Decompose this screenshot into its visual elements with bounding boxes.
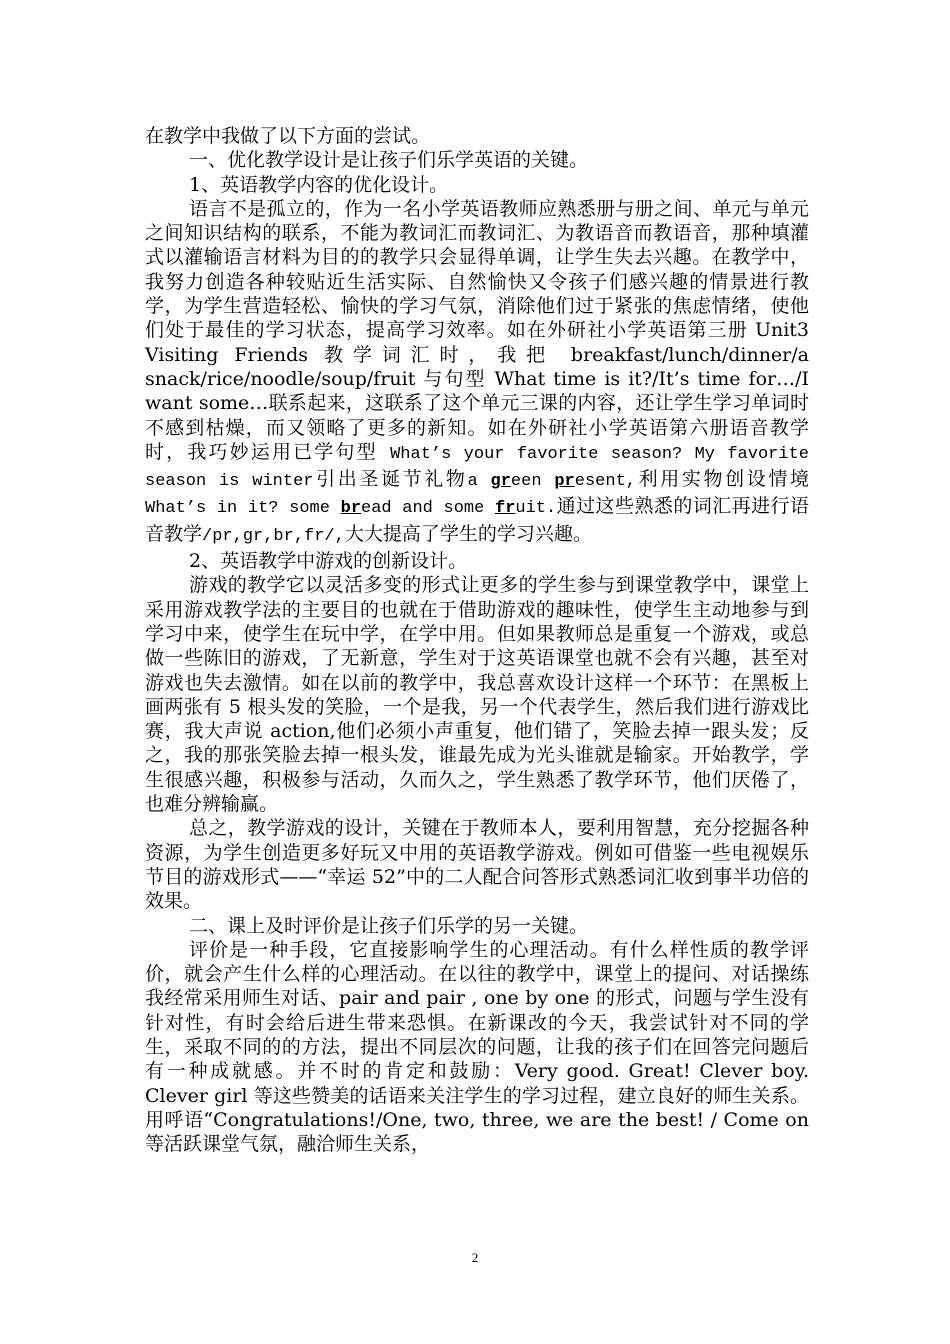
heading-subsection-2: 2、英语教学中游戏的创新设计。 xyxy=(189,550,468,573)
heading-section-2: 二、课上及时评价是让孩子们乐学的另一关键。 xyxy=(189,914,589,937)
example-text: a xyxy=(467,472,491,492)
example-sentence-season: What’s your favorite season? My favorite season is winter xyxy=(145,444,809,492)
underlined-phoneme-fr: fr xyxy=(495,499,516,519)
paragraph-content-design-text-2: 引出圣诞节礼物 xyxy=(313,468,468,491)
paragraph-content-design-text-5: 大大提高了学生的学习兴趣。 xyxy=(344,522,592,545)
paragraph-content-design-text: 语言不是孤立的，作为一名小学英语教师应熟悉册与册之间、单元与单元之间知识结构的联系，不能为教词汇而教词汇、为教语音而教语音，那种填灌式以灌输语言材料为目的的教学只会显得单调，让学生失去兴趣。在教学中，我努力创造各种较贴近生活实际、自然愉快又令孩子们感兴趣的情景进行教学，为学生营造轻松、愉快的学习气氛，消除他们过于紧张的焦虑情绪，使他们处于最佳的学习状态，提高学习效率。如在外研社小学英语第三册 Unit3 Visiting Friends 教学词汇时，我把 breakfast/lunch/dinner/a snack/rice/noodle/soup/fruit 与句型 What time is it?/It’s time for…/I want some…联系起来，这联系了这个单元三课的内容，还让学生学习单词时不感到枯燥，而又领略了更多的新知。如在外研社小学英语第六册语音教学时，我巧妙运用已学句型 xyxy=(145,197,809,463)
body-text xyxy=(145,124,809,1156)
heading-subsection-1: 1、英语教学内容的优化设计。 xyxy=(189,173,449,196)
paragraph-intro: 在教学中我做了以下方面的尝试。 xyxy=(145,125,431,147)
example-text: uit. xyxy=(515,499,557,519)
example-text: ead and some xyxy=(361,499,495,519)
example-text: esent, xyxy=(574,472,636,492)
paragraph-summary: 总之，教学游戏的设计，关键在于教师本人，要利用智慧，充分挖掘各种资源，为学生创造更多好玩又中用的英语教学游戏。例如可借鉴一些电视娱乐节目的游戏形式——“幸运 52”中的二人配合问答形式熟悉词汇收到事半功倍的效果。 xyxy=(145,817,809,913)
underlined-phoneme-pr: pr xyxy=(554,472,575,492)
paragraph-content-design xyxy=(145,197,809,549)
example-text: What’s in it? some xyxy=(145,499,341,519)
paragraph-evaluation: 评价是一种手段，它直接影响学生的心理活动。有什么样性质的教学评价，就会产生什么样的心理活动。在以往的教学中，课堂上的提问、对话操练我经常采用师生对话、pair and pair , one by one 的形式，问题与学生没有针对性，有时会给后进生带来恐惧。在新课改的今天，我尝试针对不同的学生，采取不同的的方法，提出不同层次的问题，让我的孩子们在回答完问题后有一种成就感。并不时的肯定和鼓励：Very good. Great! Clever boy. Clever girl 等这些赞美的话语来关注学生的学习过程，建立良好的师生关系。用呼语“Congratulations!/One, two, three, we are the best! / Come on 等活跃课堂气氛，融洽师生关系， xyxy=(145,938,809,1156)
example-phrase-present xyxy=(467,472,636,491)
example-phrase-bread-fruit xyxy=(145,499,556,518)
page-number: 2 xyxy=(471,1250,479,1265)
heading-section-1: 一、优化教学设计是让孩子们乐学英语的关键。 xyxy=(189,149,589,172)
paragraph-games: 游戏的教学它以灵活多变的形式让更多的学生参与到课堂教学中，课堂上采用游戏教学法的主要目的也就在于借助游戏的趣味性，使学生主动地参与到学习中来，使学生在玩中学，在学中用。但如果教师总是重复一个游戏，或总做一些陈旧的游戏，了无新意，学生对于这英语课堂也就不会有兴趣，甚至对游戏也失去激情。如在以前的教学中，我总喜欢设计这样一个环节：在黑板上画两张有 5 根头发的笑脸，一个是我，另一个代表学生，然后我们进行游戏比赛，我大声说 action,他们必须小声重复，他们错了，笑脸去掉一跟头发；反之，我的那张笑脸去掉一根头发，谁最先成为光头谁就是输家。开始教学，学生很感兴趣，积极参与活动，久而久之，学生熟悉了教学环节，他们厌倦了，也难分辨输赢。 xyxy=(145,574,809,816)
paragraph-content-design-text-3: 利用实物创设情境 xyxy=(635,468,809,491)
phoneme-list: /pr,gr,br,fr/, xyxy=(202,526,345,546)
paragraph-content-design-text-4: 通过这些熟悉的词汇再进行语音教学 xyxy=(145,495,809,545)
underlined-phoneme-br: br xyxy=(340,499,362,519)
underlined-phoneme-gr: gr xyxy=(490,472,511,492)
example-text: een xyxy=(510,472,555,492)
